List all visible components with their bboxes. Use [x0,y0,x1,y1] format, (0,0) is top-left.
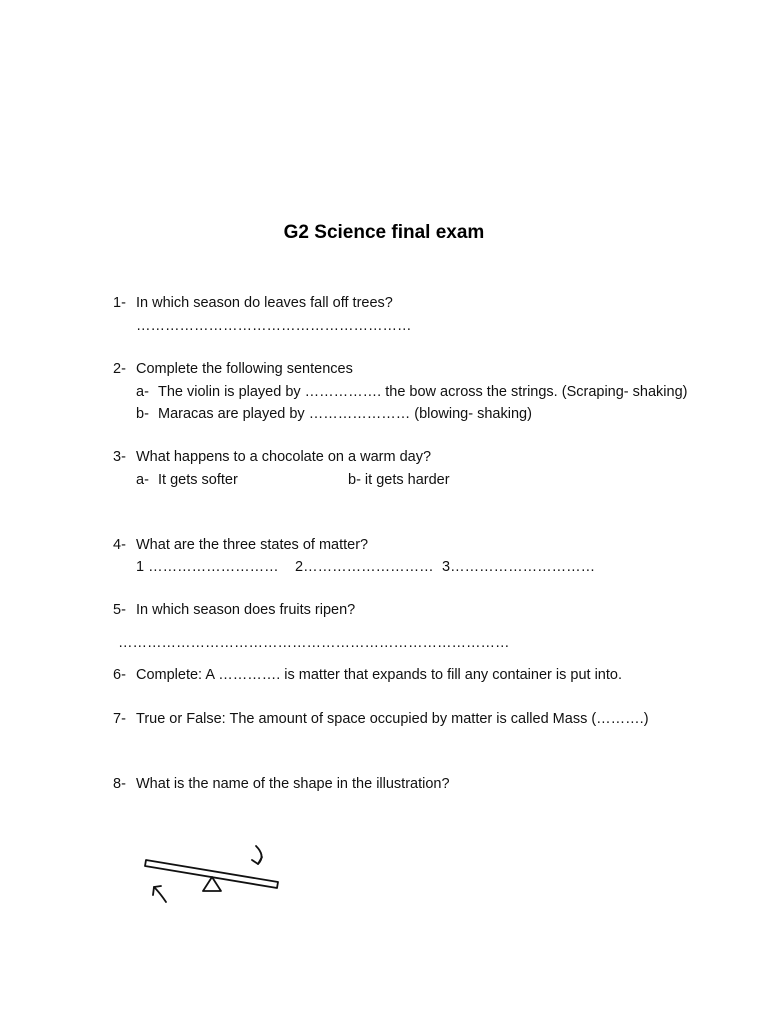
question-2-text: Complete the following sentences [136,361,353,377]
question-4-blank-3: 3………………………… [442,559,596,575]
question-4-blank-1: 1 ……………………… [136,559,279,575]
arrow-down-icon [252,846,262,864]
question-1-answer-line: ………………………………………………… [136,318,412,334]
question-4-number: 4- [113,537,126,553]
question-3-number: 3- [113,449,126,465]
question-7-text: True or False: The amount of space occupied by matter is called Mass (……….) [136,711,649,727]
question-2a-letter: a- [136,384,149,400]
question-2b-text: Maracas are played by ………………… (blowing- shaking) [158,406,532,422]
question-3-option-a: It gets softer [158,472,238,488]
question-3-option-b: b- it gets harder [348,472,450,488]
question-7-number: 7- [113,711,126,727]
question-5-number: 5- [113,602,126,618]
question-5-answer-line: ……………………………………………………………………… [118,635,510,651]
question-3-option-a-letter: a- [136,472,149,488]
question-4-blank-2: 2……………………… [295,559,434,575]
question-4-text: What are the three states of matter? [136,537,369,553]
question-6-text: Complete: A …………. is matter that expands to fill any container is put into. [136,667,622,683]
question-6-number: 6- [113,667,126,683]
question-2b-letter: b- [136,406,149,422]
arrow-up-icon [153,886,166,902]
page-title: G2 Science final exam [283,222,485,243]
question-2a-text: The violin is played by ……………. the bow across the strings. (Scraping- shaking) [158,384,688,400]
question-3-text: What happens to a chocolate on a warm day? [136,449,432,465]
question-2-number: 2- [113,361,126,377]
question-1-number: 1- [113,295,126,311]
seesaw-illustration [140,838,290,908]
question-5-text: In which season does fruits ripen? [136,602,356,618]
question-1-text: In which season do leaves fall off trees? [136,295,393,311]
question-8-number: 8- [113,776,126,792]
question-8-text: What is the name of the shape in the illustration? [136,776,450,792]
